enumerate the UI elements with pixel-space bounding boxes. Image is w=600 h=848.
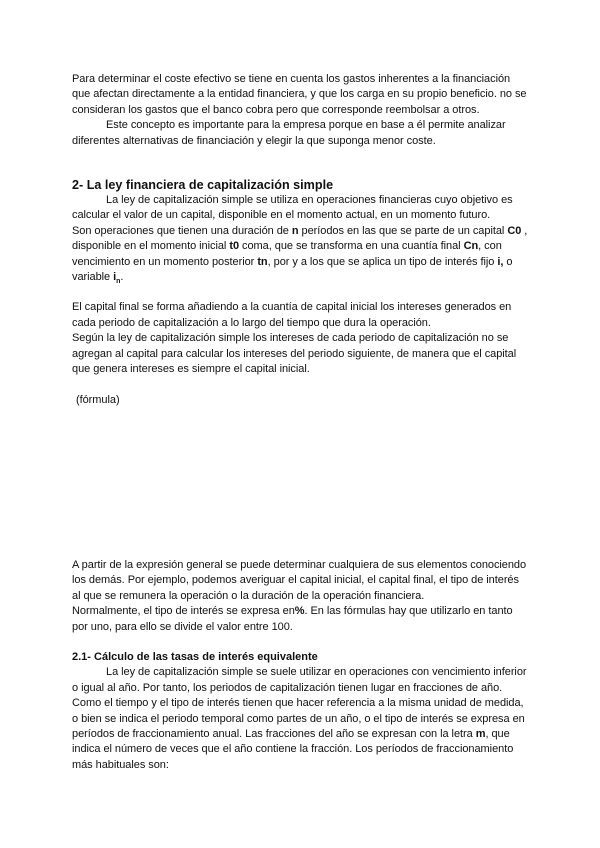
section-2-paragraph-3: El capital final se forma añadiendo a la cuantía de capital inicial los intereses generados en cada periodo de capitalización a lo largo del tiempo que dura la operación. xyxy=(72,301,512,329)
section-2-paragraph-2: Son operaciones que tienen una duración de n períodos en las que se parte de un capital C0 , disponible en el momento inicial t0 coma, que se transforma en una cuantía final Cn, con vencimiento en un momento posterior tn, por y a los que se aplica un tipo de interés fijo i, o variable $i_n$. xyxy=(72,224,528,286)
formula-placeholder: (fórmula) xyxy=(76,393,120,406)
section-2-paragraph-1: La ley de capitalización simple se utiliza en operaciones financieras cuyo objetivo es calcular el valor de un capital, disponible en el momento actual, en un momento futuro. xyxy=(72,194,513,222)
section-2-paragraph-4: Según la ley de capitalización simple los intereses de cada periodo de capitalización no se agregan al capital para calcular los intereses del periodo siguiente, de manera que el capital que genera intereses es siempre el capital inicial. xyxy=(72,332,517,376)
document-page xyxy=(72,70,530,773)
intro-paragraph-2: Este concepto es importante para la empresa porque en base a él permite analizar diferentes alternativas de financiación y elegir la que suponga menor coste. xyxy=(72,119,506,147)
section-2-heading: 2- La ley financiera de capitalización simple xyxy=(72,178,334,193)
section-2-1-paragraph-1: La ley de capitalización simple se suele utilizar en operaciones con vencimiento inferior o igual al año. Por tanto, los periodos de capitalización tienen lugar en fracciones de año. xyxy=(72,666,527,694)
section-2-paragraph-5: A partir de la expresión general se puede determinar cualquiera de sus elementos conociendo los demás. Por ejemplo, podemos averiguar el capital inicial, el capital final, el tipo de interés al que se remunera la operación o la duración de la operación financiera. xyxy=(72,558,527,602)
section-2-1-heading: 2.1- Cálculo de las tasas de interés equivalente xyxy=(72,650,318,663)
intro-paragraph-1: Para determinar el coste efectivo se tiene en cuenta los gastos inherentes a la financiación que afectan directamente a la entidad financiera, y que los carga en su propio beneficio. no se consideran los gastos que el banco cobra pero que corresponde reembolsar a otros. xyxy=(72,73,527,116)
section-2-1-paragraph-2: Como el tiempo y el tipo de interés tienen que hacer referencia a la misma unidad de medida, o bien se indica el periodo temporal como partes de un año, o el tipo de interés se expresa en períodos de fraccionamiento anual. Las fracciones del año se expresan con la letra m, que indica el número de veces que el año contiene la fracción. Los períodos de fraccionamiento más habituales son: xyxy=(72,697,525,771)
section-2-paragraph-6: Normalmente, el tipo de interés se expresa en%. En las fórmulas hay que utilizarlo en tanto por uno, para ello se divide el valor entre 100. xyxy=(72,605,513,633)
